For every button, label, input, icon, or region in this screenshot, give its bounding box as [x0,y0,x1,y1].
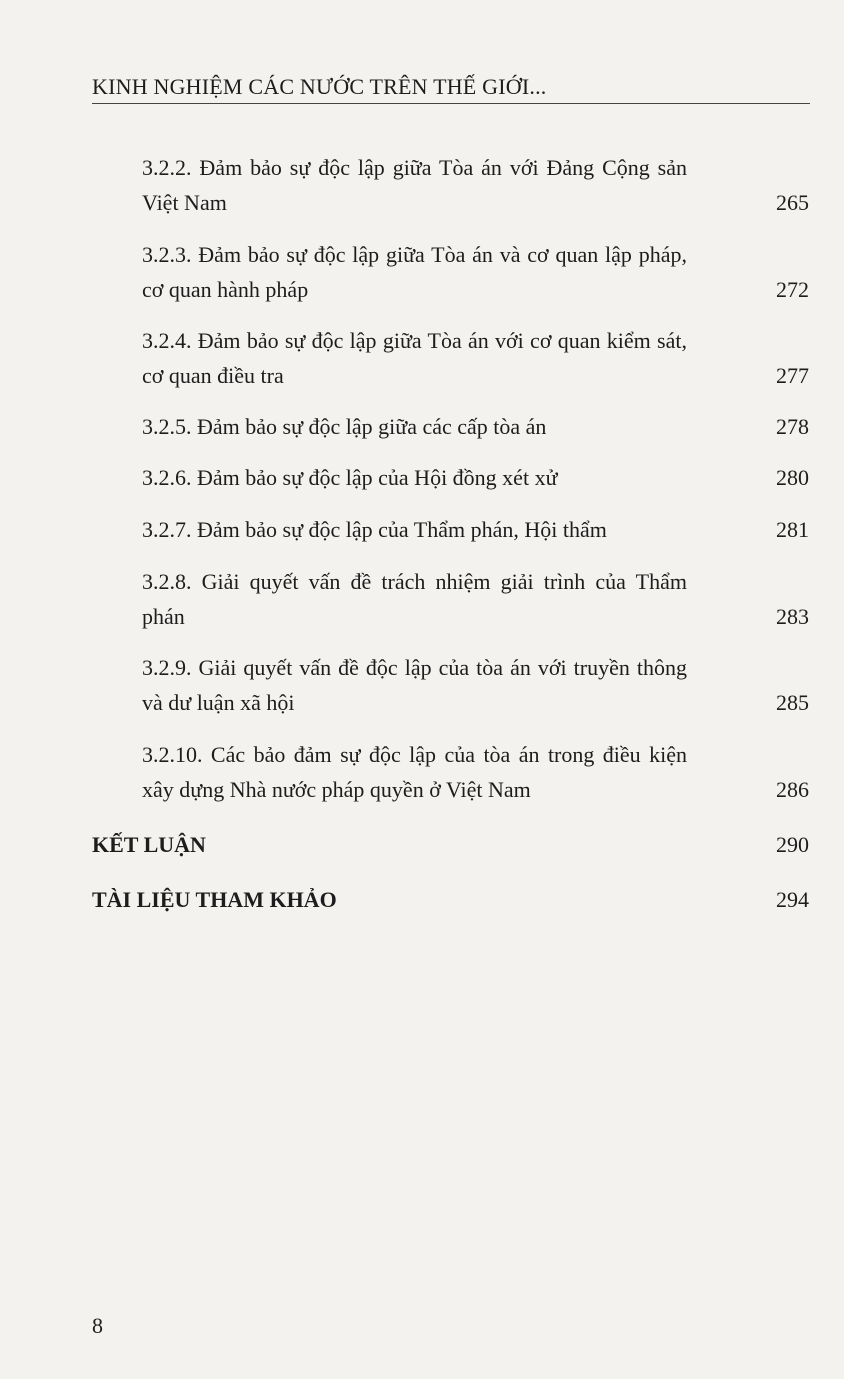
toc-entry-page: 272 [776,277,809,302]
toc-entry-title: 3.2.6. Đảm bảo sự độc lập của Hội đồng xét xử [142,465,558,490]
toc-entry-title: 3.2.9. Giải quyết vấn đề độc lập của tòa án với truyền thông và dư luận xã hội [142,655,687,715]
toc-entry-3-2-5 [92,409,809,444]
toc-entry-3-2-10 [92,737,809,807]
toc-entry-title: 3.2.3. Đảm bảo sự độc lập giữa Tòa án và cơ quan lập pháp, cơ quan hành pháp [142,242,687,302]
table-of-contents [92,150,809,917]
toc-entry-page: 278 [776,414,809,439]
toc-entry-page: 285 [776,690,809,715]
toc-entry-title: TÀI LIỆU THAM KHẢO [92,887,337,912]
running-header: KINH NGHIỆM CÁC NƯỚC TRÊN THẾ GIỚI... [92,74,547,99]
toc-entry-ket-luan [92,827,809,862]
toc-entry-page: 283 [776,604,809,629]
toc-entry-title: 3.2.8. Giải quyết vấn đề trách nhiệm giải trình của Thẩm phán [142,569,687,629]
toc-entry-title: 3.2.2. Đảm bảo sự độc lập giữa Tòa án với Đảng Cộng sản Việt Nam [142,155,687,215]
toc-entry-title: 3.2.10. Các bảo đảm sự độc lập của tòa án trong điều kiện xây dựng Nhà nước pháp quyền ở Việt Nam [142,742,687,802]
toc-entry-3-2-2 [92,150,809,220]
toc-entry-3-2-7 [92,512,809,547]
toc-entry-page: 280 [776,465,809,490]
toc-entry-3-2-9 [92,650,809,720]
toc-entry-page: 286 [776,777,809,802]
toc-entry-page: 277 [776,363,809,388]
toc-entry-title: 3.2.7. Đảm bảo sự độc lập của Thẩm phán, Hội thẩm [142,517,607,542]
toc-entry-3-2-4 [92,323,809,393]
toc-entry-title: KẾT LUẬN [92,832,206,857]
toc-entry-title: 3.2.5. Đảm bảo sự độc lập giữa các cấp tòa án [142,414,547,439]
toc-entry-3-2-3 [92,237,809,307]
header-rule [92,103,810,104]
toc-entry-title: 3.2.4. Đảm bảo sự độc lập giữa Tòa án với cơ quan kiểm sát, cơ quan điều tra [142,328,687,388]
toc-entry-page: 265 [776,190,809,215]
toc-entry-page: 290 [776,832,809,857]
toc-entry-3-2-8 [92,564,809,634]
toc-entry-tai-lieu-tham-khao [92,882,809,917]
page-number: 8 [92,1313,103,1338]
toc-entry-page: 294 [776,887,809,912]
toc-entry-page: 281 [776,517,809,542]
toc-entry-3-2-6 [92,460,809,495]
